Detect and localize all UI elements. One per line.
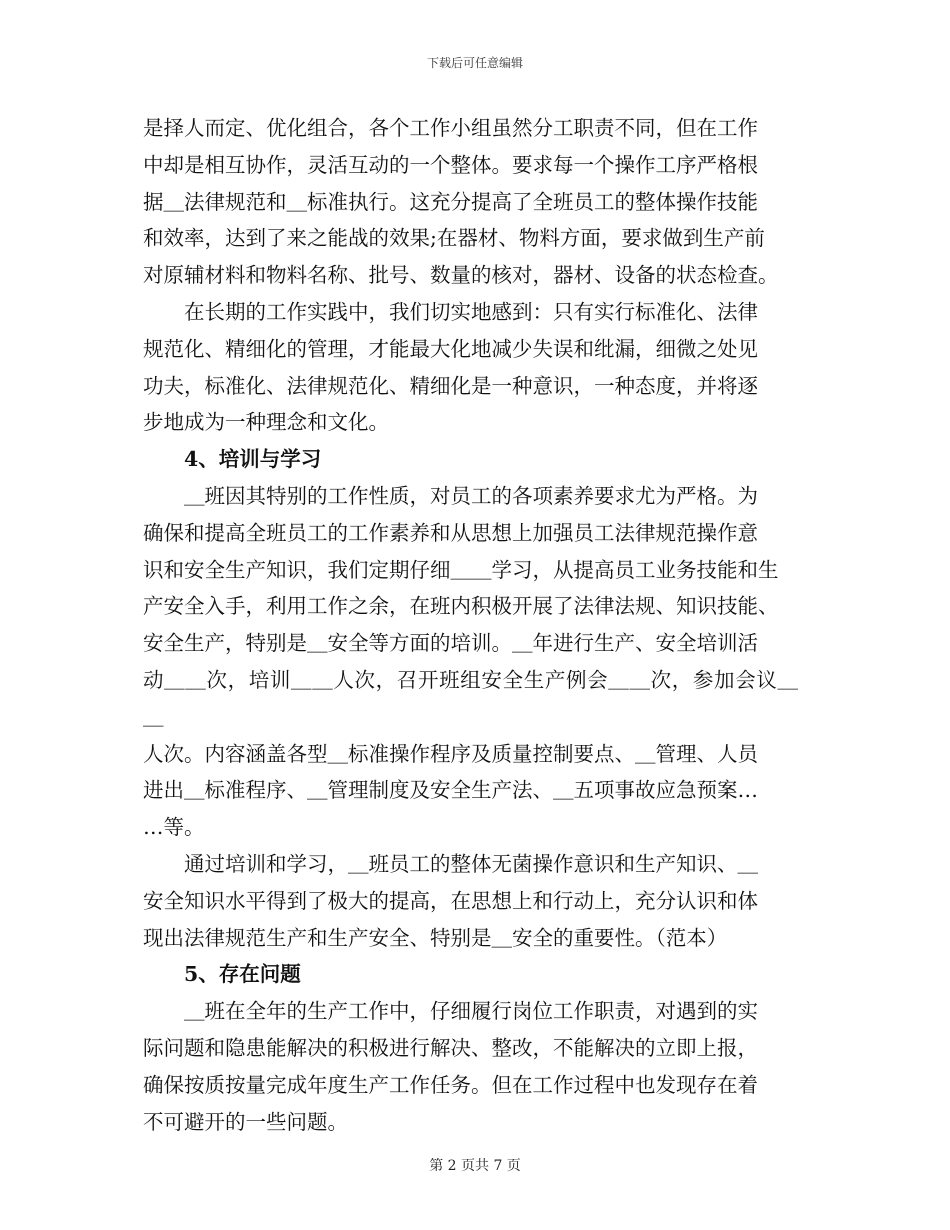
text-line: 对原辅材料和物料名称、批号、数量的核对，器材、设备的状态检查。 [143, 263, 779, 288]
section-heading: 5、存在问题 [184, 962, 301, 987]
text-line: ＿班因其特别的工作性质，对员工的各项素养要求尤为严格。为 [143, 483, 758, 508]
text-line: 安全生产，特别是＿安全等方面的培训。＿年进行生产、安全培训活 [143, 631, 758, 656]
text-line: 确保按质按量完成年度生产工作任务。但在工作过程中也发现存在着 [143, 1072, 758, 1097]
text-line: 确保和提高全班员工的工作素养和从思想上加强员工法律规范操作意 [143, 520, 758, 545]
paragraph [143, 478, 798, 846]
text-line: 安全知识水平得到了极大的提高，在思想上和行动上，充分认识和体 [143, 888, 758, 913]
text-line: 识和安全生产知识，我们定期仔细＿＿学习，从提高员工业务技能和生 [143, 557, 779, 582]
page-footer: 第 2 页共 7 页 [429, 1158, 521, 1174]
text-line: …等。 [143, 815, 205, 840]
text-line: 现出法律规范生产和生产安全、特别是＿安全的重要性。（范本） [143, 925, 728, 950]
text-line: 进出＿标准程序、＿管理制度及安全生产法、＿五项事故应急预案… [143, 778, 758, 803]
text-line: 规范化、精细化的管理，才能最大化地减少失误和纰漏，细微之处见 [143, 336, 758, 361]
page-header: 下载后可任意编辑 [426, 56, 523, 70]
text-line: 际问题和隐患能解决的积极进行解决、整改，不能解决的立即上报， [143, 1035, 758, 1060]
document-body [143, 110, 798, 1140]
text-line: 和效率，达到了来之能战的效果;在器材、物料方面，要求做到生产前 [143, 226, 765, 251]
text-line: 是择人而定、优化组合，各个工作小组虽然分工职责不同，但在工作 [143, 116, 758, 140]
section-heading: 4、培训与学习 [184, 447, 322, 472]
text-line: 人次。内容涵盖各型＿标准操作程序及质量控制要点、＿管理、人员 [143, 741, 758, 766]
text-line: 产安全入手，利用工作之余，在班内积极开展了法律法规、知识技能、 [143, 594, 779, 619]
paragraph [143, 294, 798, 441]
text-line: 不可避开的一些问题。 [143, 1109, 348, 1134]
text-line: 步地成为一种理念和文化。 [143, 410, 389, 435]
text-line: 动＿＿次，培训＿＿人次，召开班组安全生产例会＿＿次，参加会议＿＿ [143, 667, 798, 729]
text-line: ＿班在全年的生产工作中，仔细履行岗位工作职责，对遇到的实 [143, 999, 758, 1024]
paragraph [143, 993, 798, 1140]
paragraph [143, 846, 798, 956]
text-line: 中却是相互协作，灵活互动的一个整体。要求每一个操作工序严格根 [143, 152, 758, 177]
paragraph [143, 110, 798, 294]
text-line: 据＿法律规范和＿标准执行。这充分提高了全班员工的整体操作技能 [143, 189, 758, 214]
text-line: 在长期的工作实践中，我们切实地感到：只有实行标准化、法律 [143, 299, 758, 324]
text-line: 通过培训和学习，＿班员工的整体无菌操作意识和生产知识、＿ [143, 851, 758, 876]
text-line: 功夫，标准化、法律规范化、精细化是一种意识，一种态度，并将逐 [143, 373, 758, 398]
